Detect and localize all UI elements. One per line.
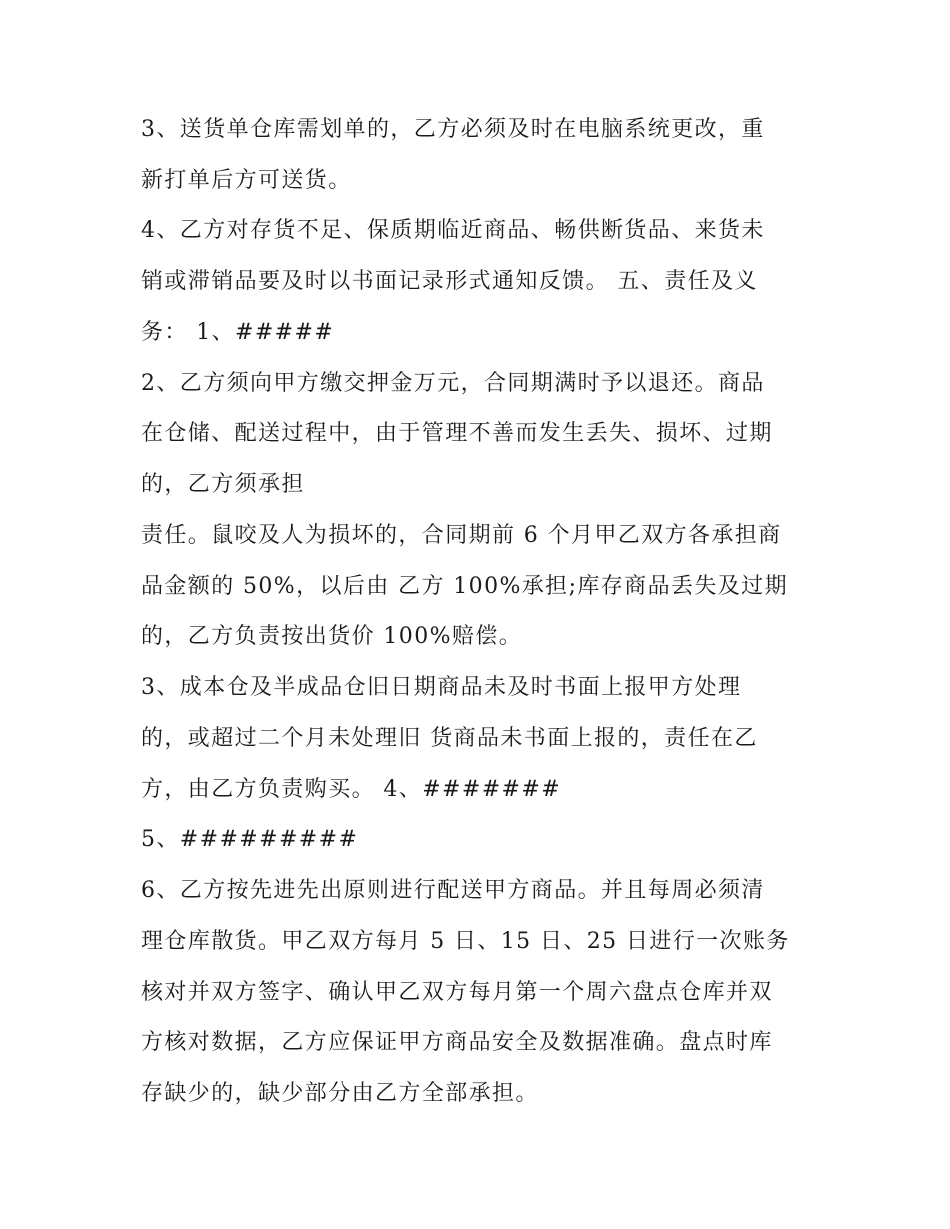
- text-line: 品金额的 50%，以后由 乙方 100%承担;库存商品丢失及过期: [141, 574, 788, 599]
- text-line: 2、乙方须向甲方缴交押金万元，合同期满时予以退还。商品: [141, 371, 765, 396]
- text-line: 销或滞销品要及时以书面记录形式通知反馈。 五、责任及义: [141, 269, 758, 294]
- text-line: 4、乙方对存货不足、保质期临近商品、畅供断货品、来货未: [141, 218, 765, 243]
- text-line: 5、#########: [141, 827, 359, 852]
- text-line: 的，或超过二个月未处理旧 货商品未书面上报的，责任在乙: [141, 726, 758, 751]
- text-line: 3、送货单仓库需划单的，乙方必须及时在电脑系统更改，重: [141, 117, 765, 142]
- text-line: 新打单后方可送货。: [141, 168, 352, 193]
- text-line: 理仓库散货。甲乙双方每月 5 日、15 日、25 日进行一次账务: [141, 929, 790, 954]
- text-line: 的，乙方须承担: [141, 472, 305, 497]
- text-line: 务： 1、#####: [141, 320, 335, 345]
- text-line: 的，乙方负责按出货价 100%赔偿。: [141, 624, 523, 649]
- text-line: 6、乙方按先进先出原则进行配送甲方商品。并且每周必须清: [141, 878, 765, 903]
- text-line: 核对并双方签字、确认甲乙双方每月第一个周六盘点仓库并双: [141, 980, 773, 1005]
- text-line: 存缺少的，缺少部分由乙方全部承担。: [141, 1081, 539, 1106]
- text-line: 在仓储、配送过程中，由于管理不善而发生丢失、损坏、过期: [141, 421, 773, 446]
- text-line: 方核对数据，乙方应保证甲方商品安全及数据准确。盘点时库: [141, 1030, 773, 1055]
- text-line: 3、成本仓及半成品仓旧日期商品未及时书面上报甲方处理: [141, 675, 742, 700]
- text-line: 责任。鼠咬及人为损坏的，合同期前 6 个月甲乙双方各承担商: [141, 523, 782, 548]
- text-line: 方，由乙方负责购买。 4、#######: [141, 777, 562, 802]
